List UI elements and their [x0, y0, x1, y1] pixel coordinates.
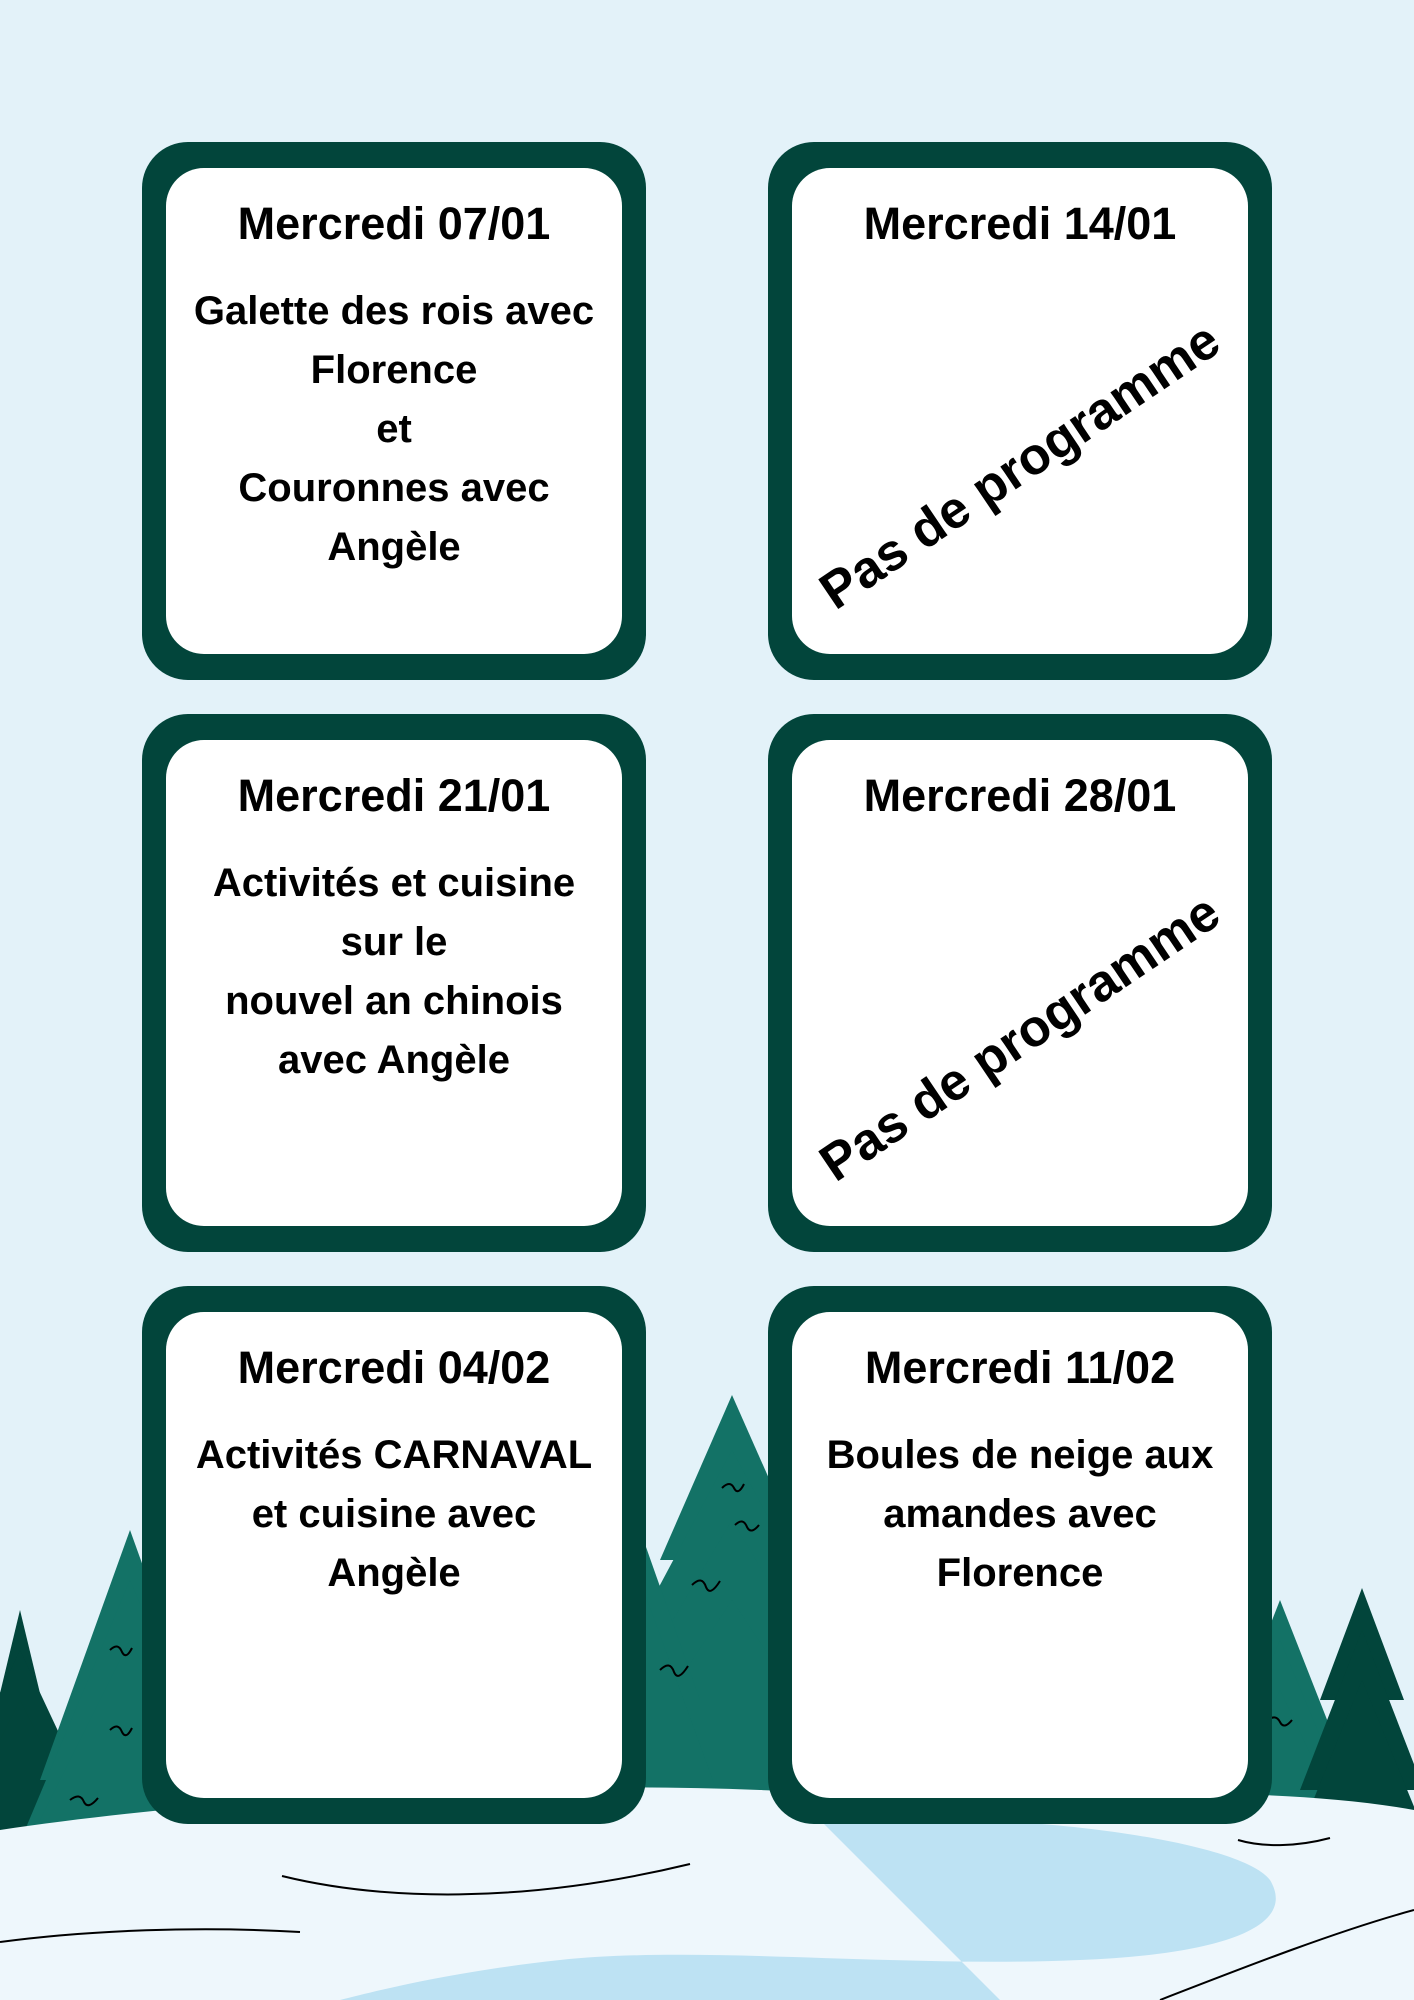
card-activity: Boules de neige aux amandes avec Florence — [826, 1433, 1214, 1595]
card-date: Mercredi 14/01 — [863, 198, 1177, 249]
schedule-card-1102 — [768, 1286, 1272, 1824]
schedule-card-0402 — [142, 1286, 646, 1824]
card-date: Mercredi 07/01 — [237, 198, 551, 249]
card-date: Mercredi 11/02 — [864, 1342, 1176, 1393]
card-panel — [792, 1312, 1248, 1798]
card-date: Mercredi 28/01 — [863, 770, 1177, 821]
card-activity: Activités et cuisine sur le nouvel an chinois avec Angèle — [212, 861, 576, 1082]
schedule-card-1401 — [768, 142, 1272, 680]
schedule-card-2801 — [768, 714, 1272, 1252]
card-panel — [166, 1312, 622, 1798]
card-date: Mercredi 21/01 — [237, 770, 551, 821]
schedule-card-0701 — [142, 142, 646, 680]
card-panel — [792, 168, 1248, 654]
schedule-card-2101 — [142, 714, 646, 1252]
card-panel — [166, 168, 622, 654]
card-date: Mercredi 04/02 — [237, 1342, 551, 1393]
card-panel — [792, 740, 1248, 1226]
card-activity: Activités CARNAVAL et cuisine avec Angèle — [195, 1433, 593, 1595]
card-activity: Galette des rois avec Florence et Couronnes avec Angèle — [193, 289, 595, 569]
no-program-stamp: Pas de programme — [809, 883, 1231, 1193]
card-panel — [166, 740, 622, 1226]
no-program-stamp: Pas de programme — [809, 311, 1231, 621]
